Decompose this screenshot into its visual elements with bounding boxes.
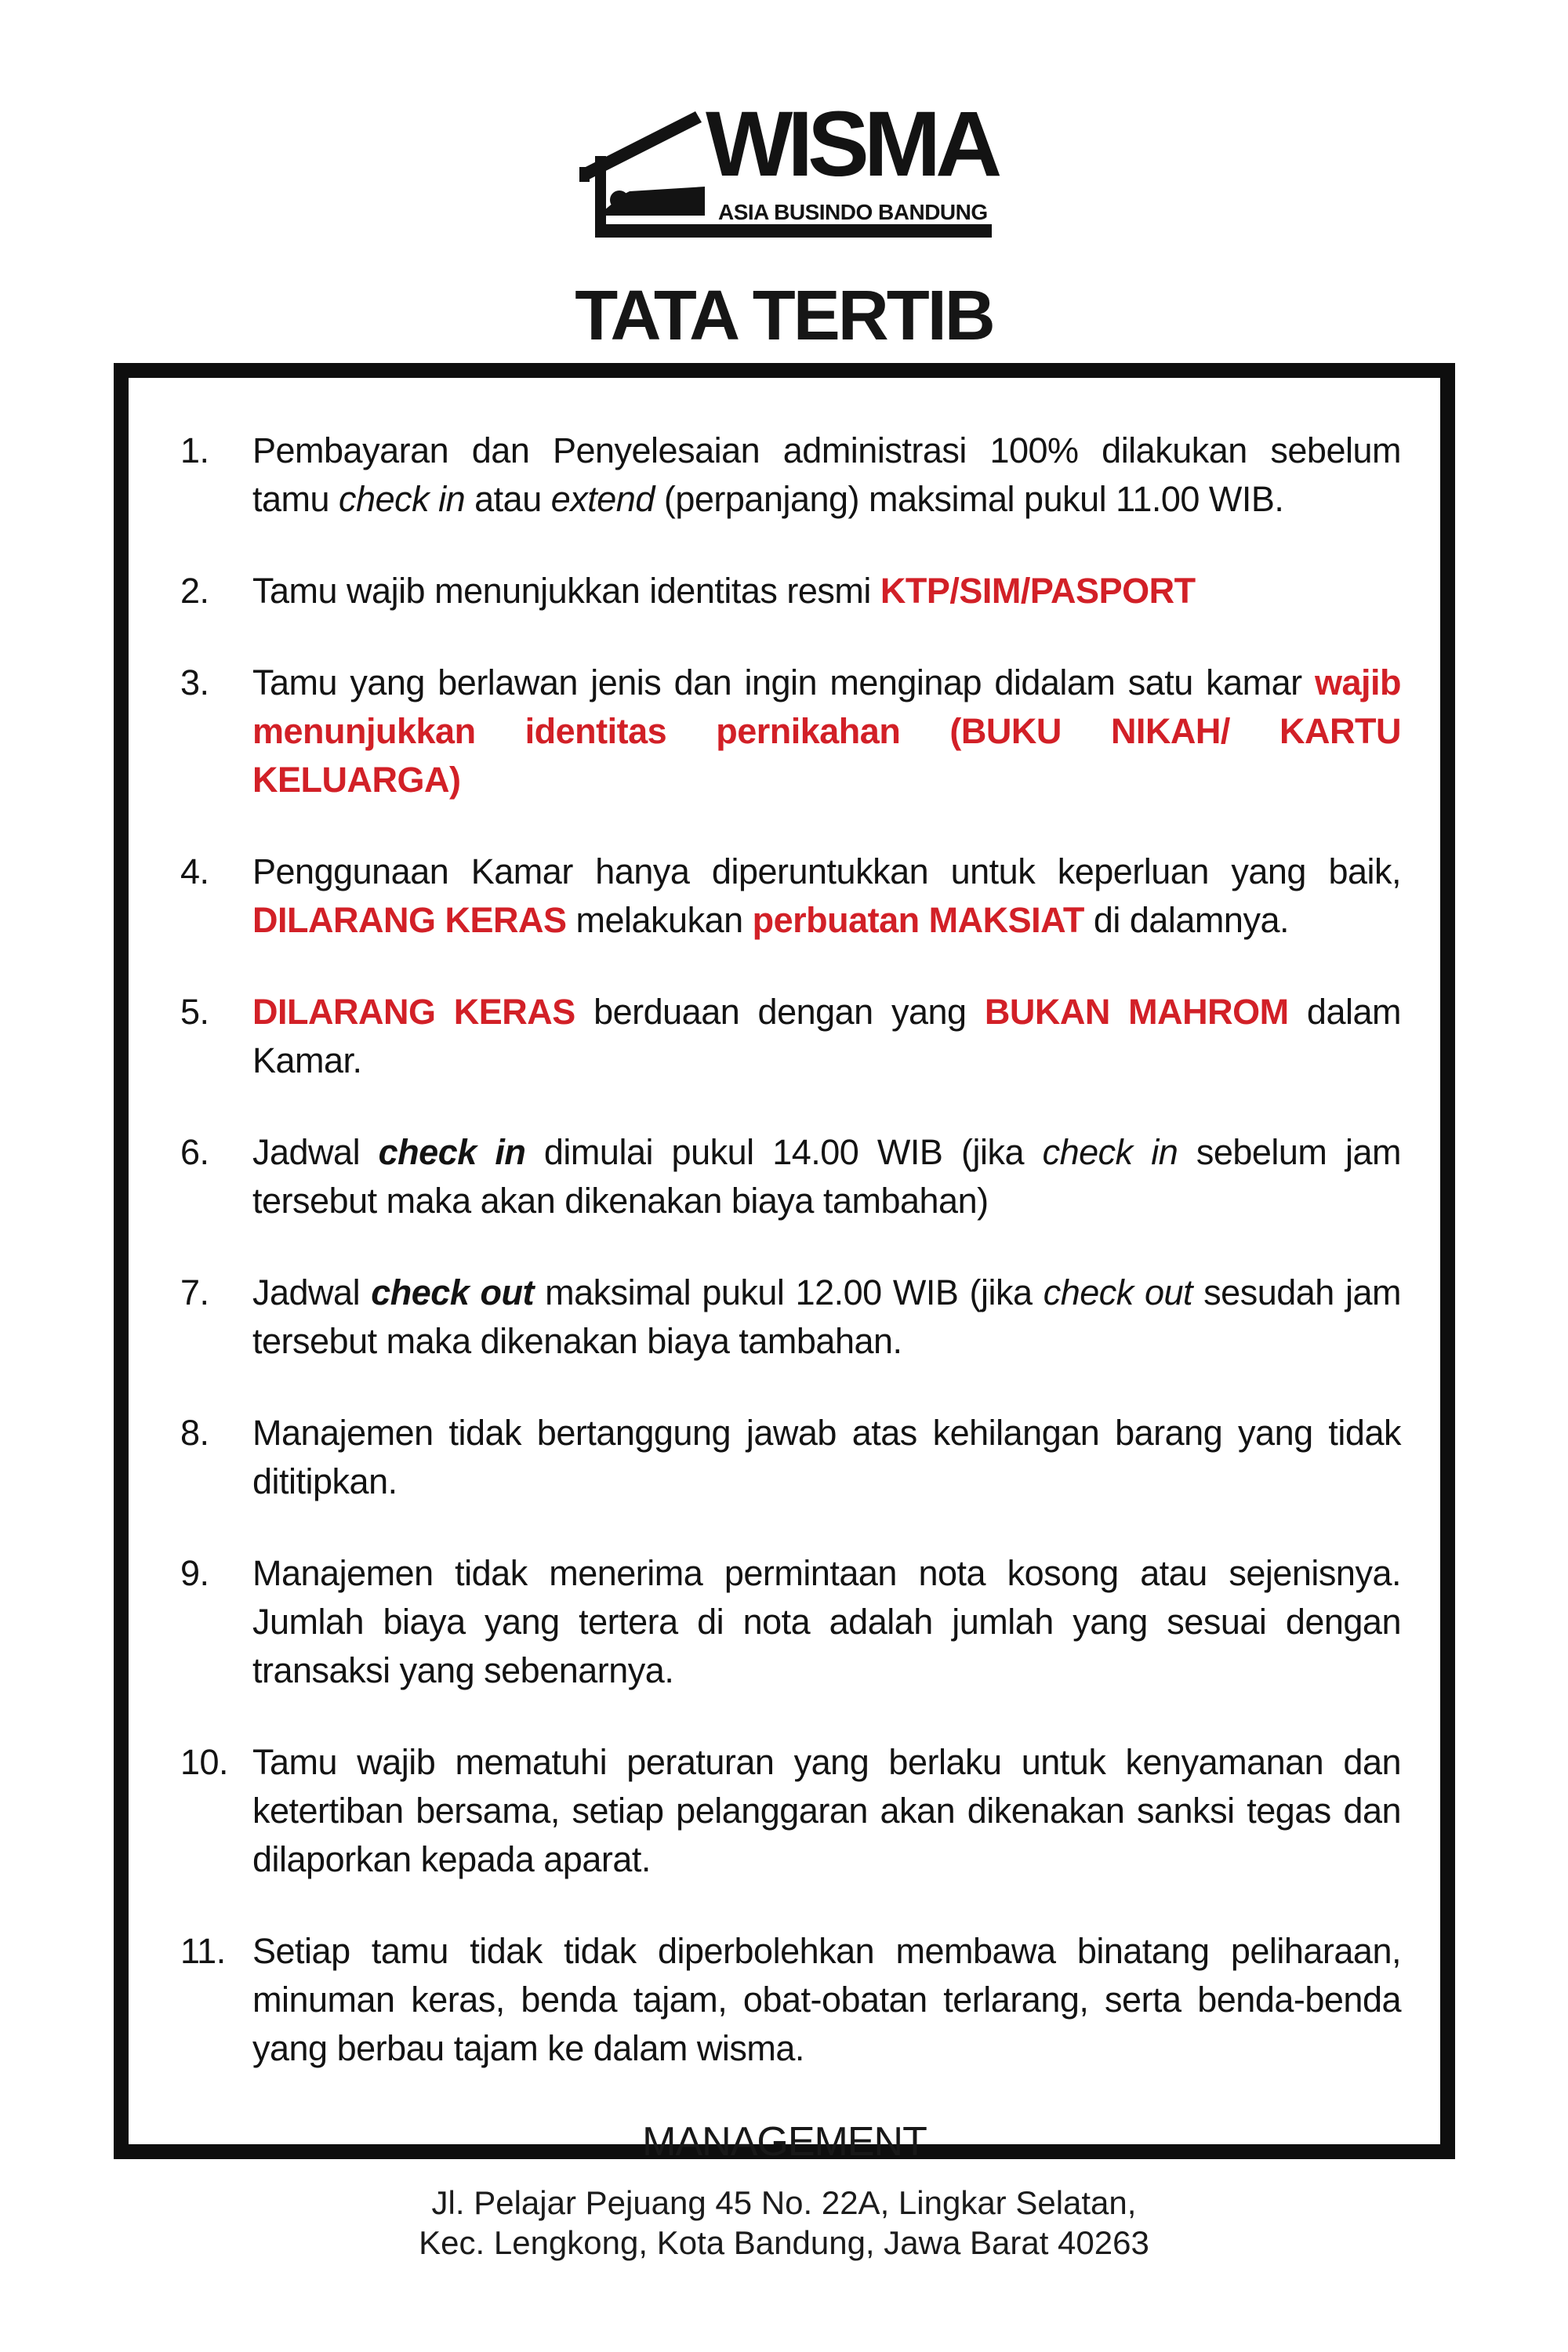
rule-text: Jadwal check in dimulai pukul 14.00 WIB (jika check in sebelum jam tersebut maka akan dikenakan biaya tambahan): [252, 1132, 1401, 1221]
rule-item: [180, 1409, 1401, 1506]
rule-text: Penggunaan Kamar hanya diperuntukkan untuk keperluan yang baik, DILARANG KERAS melakukan perbuatan MAKSIAT di dalamnya.: [252, 851, 1401, 940]
address-line-1: Jl. Pelajar Pejuang 45 No. 22A, Lingkar Selatan,: [431, 2184, 1137, 2221]
rules-box: [114, 363, 1455, 2165]
rule-number: 7.: [180, 1272, 209, 1312]
management-signature: MANAGEMENT: [642, 2119, 927, 2165]
rule-number: 4.: [180, 851, 209, 891]
rule-text: Manajemen tidak bertanggung jawab atas kehilangan barang yang tidak dititipkan.: [252, 1413, 1401, 1501]
rule-item: [180, 1128, 1401, 1225]
rule-text: Tamu yang berlawan jenis dan ingin menginap didalam satu kamar wajib menunjukkan identitas pernikahan (BUKU NIKAH/ KARTU KELUARGA): [252, 662, 1401, 800]
rule-number: 10.: [180, 1742, 229, 1782]
rule-number: 9.: [180, 1553, 209, 1593]
rule-item: [180, 1738, 1401, 1884]
rule-item: [180, 848, 1401, 945]
rule-item: [180, 659, 1401, 804]
rule-item: [180, 1549, 1401, 1695]
rule-item: [180, 988, 1401, 1085]
rule-item: [180, 567, 1401, 615]
rule-item: [180, 1927, 1401, 2073]
rule-number: 6.: [180, 1132, 209, 1172]
rule-item: [180, 1269, 1401, 1366]
rule-number: 11.: [180, 1931, 226, 1971]
rule-text: Manajemen tidak menerima permintaan nota kosong atau sejenisnya. Jumlah biaya yang tertera di nota adalah jumlah yang sesuai dengan transaksi yang sebenarnya.: [252, 1553, 1401, 1690]
rule-text: Tamu wajib mematuhi peraturan yang berlaku untuk kenyamanan dan ketertiban bersama, setiap pelanggaran akan dikenakan sanksi tegas dan dilaporkan kepada aparat.: [252, 1742, 1401, 1879]
rules-list: [129, 378, 1440, 2073]
rule-text: Tamu wajib menunjukkan identitas resmi KTP/SIM/PASPORT: [252, 571, 1196, 611]
page-title: TATA TERTIB: [575, 277, 993, 355]
logo: [578, 93, 1001, 247]
rule-number: 5.: [180, 992, 209, 1032]
rule-number: 3.: [180, 662, 209, 702]
rule-text: Pembayaran dan Penyelesaian administrasi 100% dilakukan sebelum tamu check in atau extend (perpanjang) maksimal pukul 11.00 WIB.: [252, 430, 1401, 519]
rule-number: 1.: [180, 430, 209, 470]
rule-number: 8.: [180, 1413, 209, 1453]
rule-number: 2.: [180, 571, 209, 611]
rule-text: Setiap tamu tidak tidak diperbolehkan membawa binatang peliharaan, minuman keras, benda tajam, obat-obatan terlarang, serta benda-benda yang berbau tajam ke dalam wisma.: [252, 1931, 1401, 2068]
rule-text: Jadwal check out maksimal pukul 12.00 WIB (jika check out sesudah jam tersebut maka dikenakan biaya tambahan.: [252, 1272, 1401, 1361]
footer-address: [0, 2183, 1568, 2263]
logo-brand-text: WISMA: [706, 93, 997, 196]
logo-subtitle-text: ASIA BUSINDO BANDUNG: [718, 200, 988, 224]
rule-item: [180, 426, 1401, 524]
address-line-2: Kec. Lengkong, Kota Bandung, Jawa Barat 40263: [419, 2224, 1149, 2261]
rule-text: DILARANG KERAS berduaan dengan yang BUKAN MAHROM dalam Kamar.: [252, 992, 1401, 1080]
